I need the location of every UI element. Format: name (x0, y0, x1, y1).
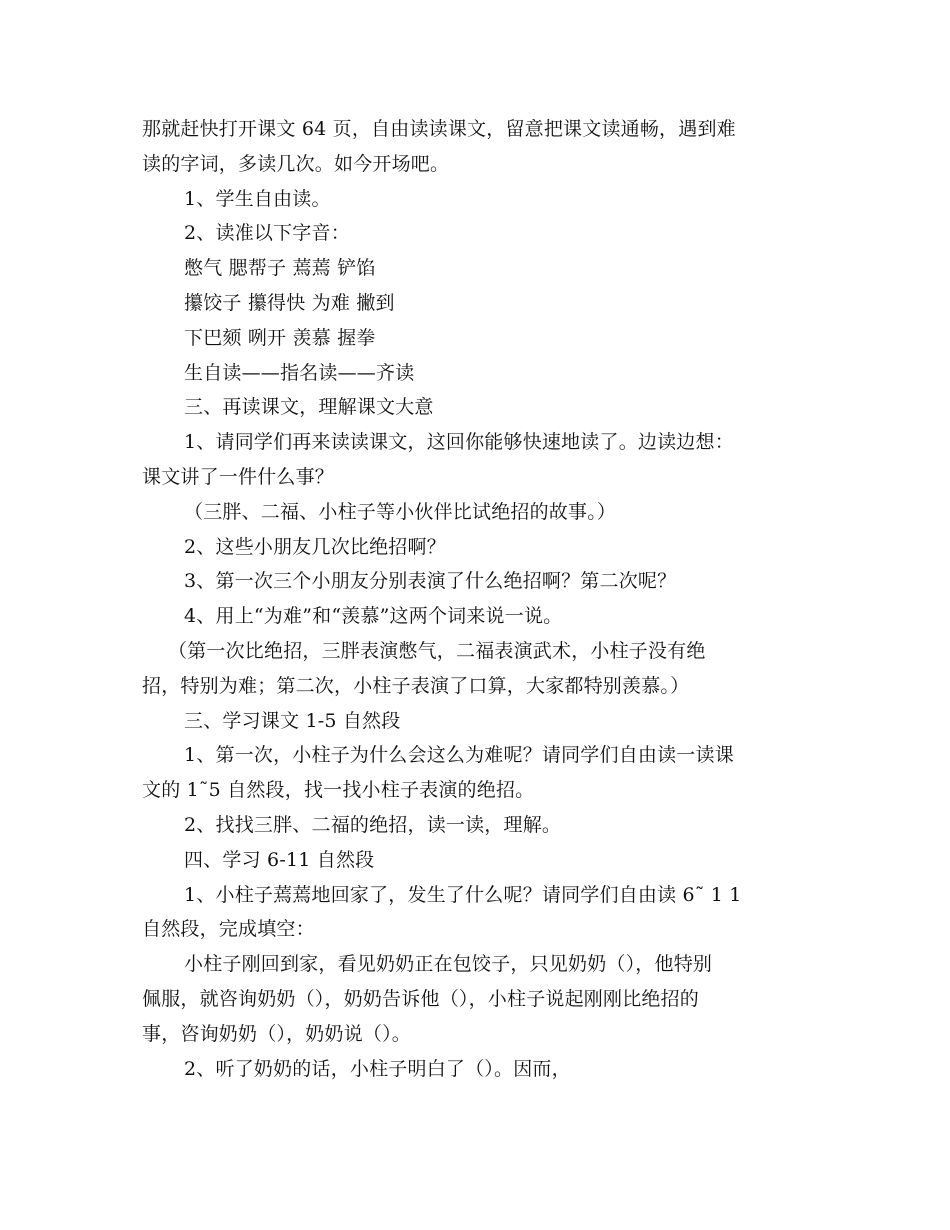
list-item: 4、用上“为难”和“羡慕”这两个词来说一说。 (184, 605, 563, 628)
fill-blank-text: 佩服，就咨询奶奶（），奶奶告诉他（），小柱子说起刚刚比绝招的 (142, 987, 700, 1010)
list-item: 3、第一次三个小朋友分别表演了什么绝招啊？第二次呢？ (184, 570, 677, 593)
text-line: 文的 1˜5 自然段，找一找小柱子表演的绝招。 (142, 779, 535, 802)
fill-blank-text: 事，咨询奶奶（），奶奶说（）。 (142, 1022, 412, 1045)
list-item: 2、这些小朋友几次比绝招啊？ (184, 535, 446, 558)
answer-note: （第一次比绝招，三胖表演憋气，二福表演武术，小柱子没有绝 (168, 639, 706, 662)
word-group: 攥饺子 攥得快 为难 撇到 (184, 291, 395, 314)
list-item: 1、学生自由读。 (184, 187, 331, 210)
fill-blank-text: 小柱子刚回到家，看见奶奶正在包饺子，只见奶奶（），他特别 (184, 953, 713, 976)
text-line: 读的字词，多读几次。如今开场吧。 (142, 152, 450, 175)
text-line: 招，特别为难；第二次，小柱子表演了口算，大家都特别羡慕。） (142, 674, 690, 697)
section-heading: 四、学习 6-11 自然段 (184, 848, 375, 871)
text-line: 课文讲了一件什么事？ (142, 465, 335, 488)
reading-method: 生自读——指名读——齐读 (184, 361, 415, 384)
list-item: 2、听了奶奶的话，小柱子明白了（）。因而， (184, 1057, 571, 1080)
text-line: 那就赶快打开课文 64 页，自由读读课文，留意把课文读通畅，遇到难 (142, 118, 736, 140)
answer-note: （三胖、二福、小柱子等小伙伴比试绝招的故事。） (184, 500, 617, 523)
list-item: 1、小柱子蔫蔫地回家了，发生了什么呢？请同学们自由读 6˜ 1 1 (184, 883, 742, 906)
document-body (142, 112, 812, 1086)
list-item: 1、请同学们再来读读课文，这回你能够快速地读了。边读边想： (184, 431, 734, 454)
list-item: 2、找找三胖、二福的绝招，读一读，理解。 (184, 813, 562, 836)
section-heading: 三、学习课文 1-5 自然段 (184, 709, 401, 732)
word-group: 憋气 腮帮子 蔫蔫 铲馅 (184, 257, 376, 280)
list-item: 1、第一次，小柱子为什么会这么为难呢？请同学们自由读一读课 (184, 744, 734, 767)
list-item: 2、读准以下字音： (184, 222, 350, 245)
word-group: 下巴颏 咧开 羡慕 握拳 (184, 326, 376, 349)
section-heading: 三、再读课文，理解课文大意 (184, 396, 434, 419)
text-line: 自然段，完成填空： (142, 918, 315, 941)
